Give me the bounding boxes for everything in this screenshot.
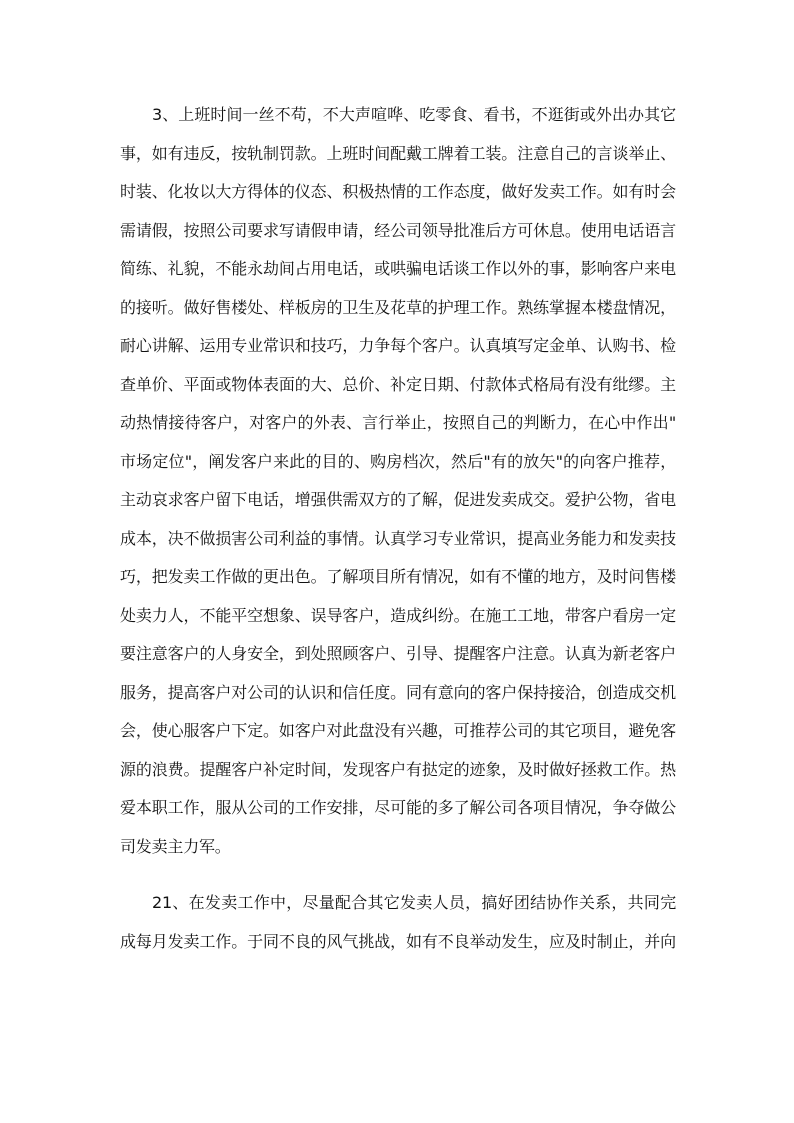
text-line: 事，如有违反，按轨制罚款。上班时间配戴工牌着工装。注意自己的言谈举止、 xyxy=(120,143,676,163)
text-line: 市场定位"，阐发客户来此的目的、购房档次，然后"有的放矢"的向客户推荐， xyxy=(120,451,676,471)
text-line: 司发卖主力军。 xyxy=(120,836,231,856)
text-line: 耐心讲解、运用专业常识和技巧，力争每个客户。认真填写定金单、认购书、检 xyxy=(120,336,676,355)
text-line: 爱本职工作，服从公司的工作安排，尽可能的多了解公司各项目情况，争夺做公 xyxy=(120,798,676,817)
paragraph-gap xyxy=(120,866,676,884)
text-line: 主动哀求客户留下电话，增强供需双方的了解，促进发卖成交。爱护公物，省电 xyxy=(120,490,676,509)
text-line: 成本，决不做损害公司利益的事情。认真学习专业常识，提高业务能力和发卖技 xyxy=(120,528,676,548)
text-line: 服务，提高客户对公司的认识和信任度。同有意向的客户保持接洽，创造成交机 xyxy=(120,682,676,702)
text-line: 时装、化妆以大方得体的仪态、积极热情的工作态度，做好发卖工作。如有时会 xyxy=(120,182,676,201)
text-line: 会，使心服客户下定。如客户对此盘没有兴趣，可推荐公司的其它项目，避免客 xyxy=(120,721,676,740)
text-line: 简练、礼貌，不能永劫间占用电话，或哄骗电话谈工作以外的事，影响客户来电 xyxy=(120,259,676,278)
text-line: 要注意客户的人身安全，到处照顾客户、引导、提醒客户注意。认真为新老客户 xyxy=(120,644,676,663)
text-line: 动热情接待客户，对客户的外表、言行举止，按照自己的判断力，在心中作出" xyxy=(120,413,676,432)
text-line: 21、在发卖工作中，尽量配合其它发卖人员，搞好团结协作关系，共同完 xyxy=(152,893,676,912)
text-line: 源的浪费。提醒客户补定时间，发现客户有挞定的迹象，及时做好拯救工作。热 xyxy=(120,759,676,779)
document-page xyxy=(120,96,676,961)
text-line: 的接听。做好售楼处、样板房的卫生及花草的护理工作。熟练掌握本楼盘情况， xyxy=(120,297,676,317)
text-line: 巧，把发卖工作做的更出色。了解项目所有情况，如有不懂的地方，及时问售楼 xyxy=(120,567,676,586)
text-line: 3、上班时间一丝不苟，不大声喧哗、吃零食、看书，不逛街或外出办其它 xyxy=(152,105,676,124)
text-line: 处卖力人，不能平空想象、误导客户，造成纠纷。在施工工地，带客户看房一定 xyxy=(120,605,676,625)
text-line: 成每月发卖工作。于同不良的风气挑战，如有不良举动发生，应及时制止，并向 xyxy=(120,931,676,951)
text-line: 需请假，按照公司要求写请假申请，经公司领导批准后方可休息。使用电话语言 xyxy=(120,220,676,240)
text-line: 查单价、平面或物体表面的大、总价、补定日期、付款体式格局有没有纰缪。主 xyxy=(120,374,676,394)
paragraph-3 xyxy=(120,96,676,866)
paragraph-21 xyxy=(120,884,676,961)
